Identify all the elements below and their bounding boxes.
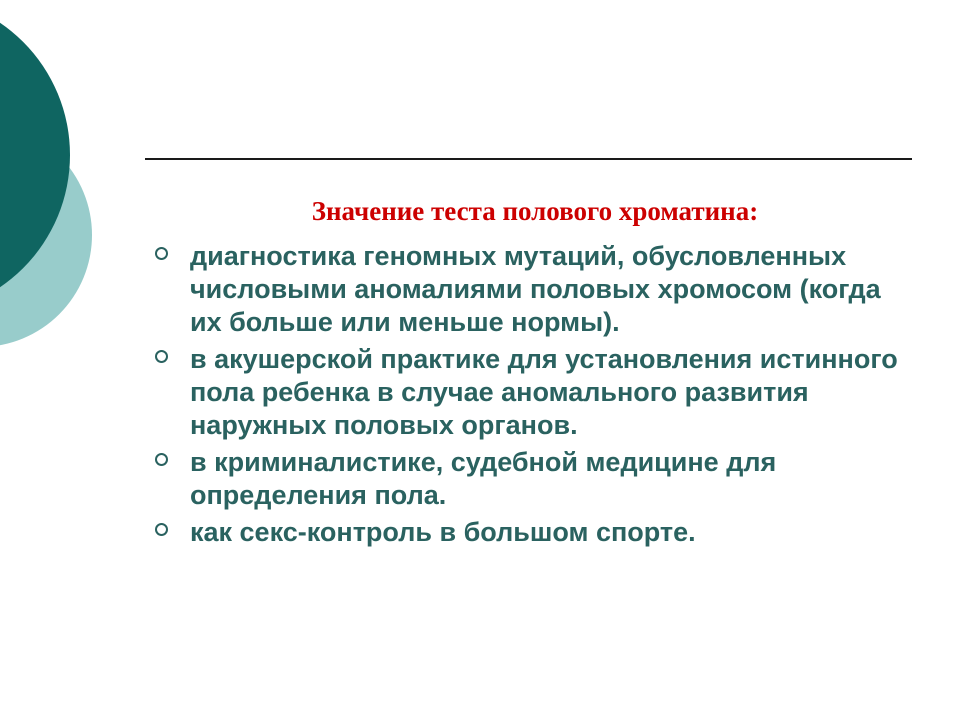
hollow-circle-bullet-icon	[155, 523, 168, 536]
hollow-circle-bullet-icon	[155, 453, 168, 466]
bullet-item	[155, 446, 915, 512]
slide-title: Значение теста полового хроматина:	[311, 196, 759, 226]
bullet-text: как секс-контроль в большом спорте.	[190, 517, 696, 547]
bullet-text: диагностика геномных мутаций, обусловленных числовыми аномалиями половых хромосом (когда их больше или меньше нормы).	[190, 241, 881, 337]
hollow-circle-bullet-icon	[155, 247, 168, 260]
bullet-item	[155, 516, 915, 549]
bullet-text: в криминалистике, судебной медицине для определения пола.	[190, 447, 777, 510]
hollow-circle-bullet-icon	[155, 350, 168, 363]
bullet-item	[155, 343, 915, 442]
bullet-text: в акушерской практике для установления истинного пола ребенка в случае аномального развития наружных половых органов.	[190, 344, 898, 440]
bullet-list	[155, 240, 915, 553]
bullet-item	[155, 240, 915, 339]
title-divider	[145, 158, 912, 160]
